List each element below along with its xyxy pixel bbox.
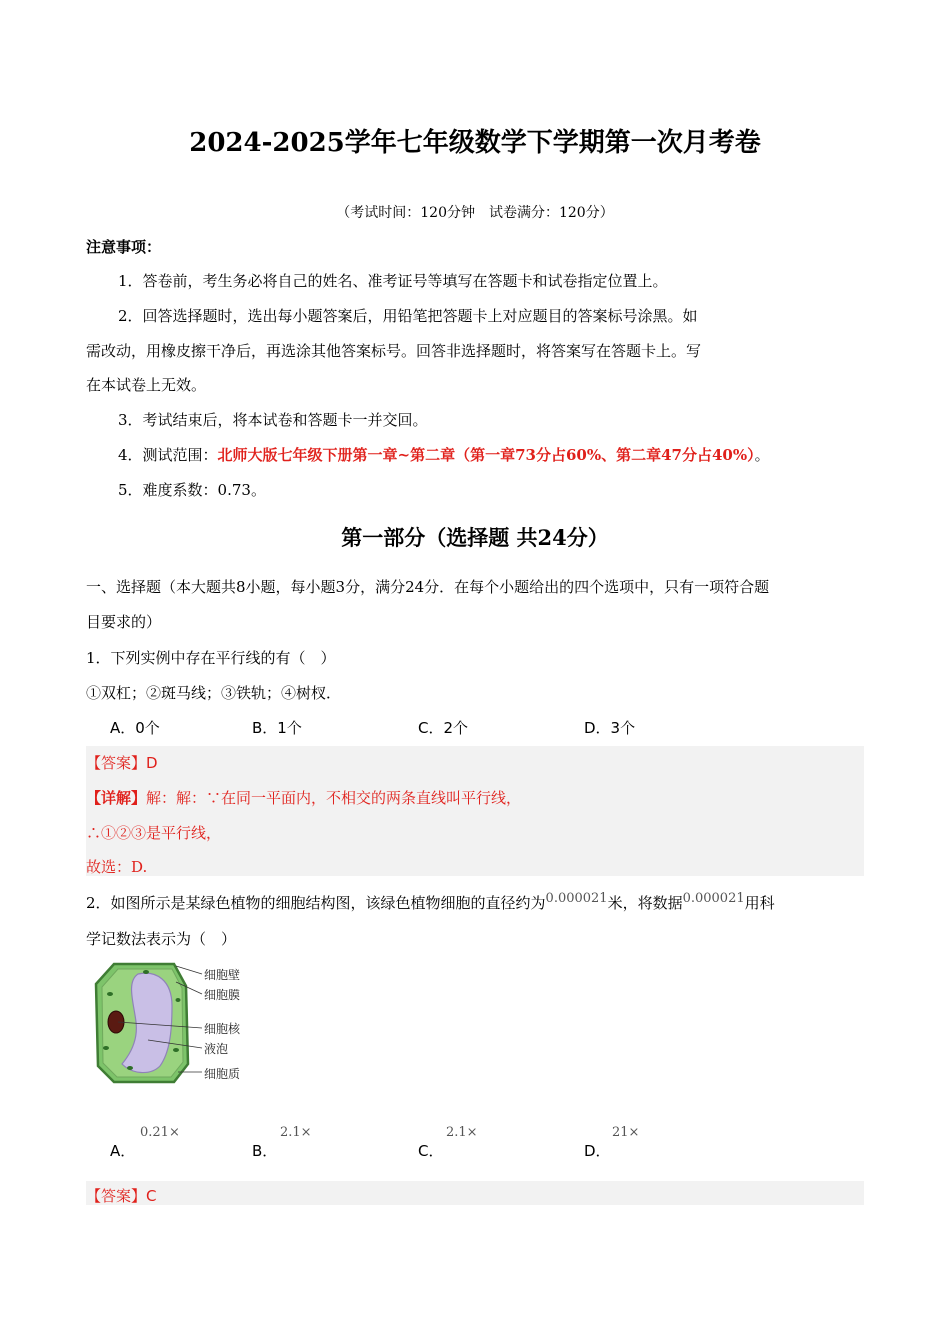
chloroplast (127, 1066, 133, 1070)
q1-option-c: C．2个 (418, 719, 469, 737)
q2-option-d-value: 21× (612, 1125, 640, 1140)
q1-explain (86, 787, 521, 808)
q1-answer-box (86, 746, 864, 876)
exam-meta: （考试时间：120分钟 试卷满分：120分） (336, 205, 614, 221)
q2-stem (86, 892, 775, 913)
q2-option-d-letter: D． (584, 1142, 611, 1160)
q2-number-1: 0.000021 (545, 891, 608, 906)
q2-option-c-letter: C． (418, 1142, 444, 1160)
notice-item-4-prefix: 4．测试范围： (118, 446, 218, 464)
notice-item-3: 3．考试结束后，将本试卷和答题卡一并交回。 (118, 411, 428, 429)
section-title: 第一部分（选择题 共24分） (341, 525, 609, 550)
part-intro: 一、选择题（本大题共8小题，每小题3分，满分24分．在每个小题给出的四个选项中，只有一项符合题 (86, 578, 770, 596)
q1-stem: 1．下列实例中存在平行线的有（ ） (86, 649, 336, 667)
notice-item-1: 1．答卷前，考生务必将自己的姓名、准考证号等填写在答题卡和试卷指定位置上。 (118, 272, 668, 290)
answer-value: C (146, 1187, 157, 1205)
notice-item-2: 2．回答选择题时，选出每小题答案后，用铅笔把答题卡上对应题目的答案标号涂黑。如 (118, 307, 698, 325)
notice-item-2-cont: 需改动，用橡皮擦干净后，再选涂其他答案标号。回答非选择题时，将答案写在答题卡上。写 (86, 342, 702, 360)
q2-stem-a: 2．如图所示是某绿色植物的细胞结构图，该绿色植物细胞的直径约为 (86, 894, 546, 912)
q1-option-a: A．0个 (110, 719, 160, 737)
q2-option-b-value: 2.1× (280, 1125, 312, 1140)
q1-option-b: B．1个 (252, 719, 302, 737)
label-vacuole: 液泡 (204, 1042, 229, 1056)
q2-option-c-value: 2.1× (446, 1125, 478, 1140)
notice-item-5: 5．难度系数：0.73。 (118, 481, 266, 499)
notice-heading: 注意事项： (86, 238, 162, 256)
q2-option-a-value: 0.21× (140, 1125, 180, 1140)
chloroplast (107, 992, 113, 996)
chloroplast (143, 970, 149, 974)
part-intro-cont: 目要求的） (86, 613, 162, 631)
q1-items: ①双杠；②斑马线；③铁轨；④树杈． (86, 684, 342, 702)
label-cell-membrane: 细胞膜 (204, 988, 241, 1002)
answer-label: 【答案】 (86, 1187, 147, 1205)
answer-label: 【答案】 (86, 754, 147, 772)
q1-explain-line-2: ∴①②③是平行线， (86, 824, 222, 842)
page-title: 2024-2025学年七年级数学下学期第一次月考卷 (189, 128, 761, 158)
explain-line-1: 解：解：∵在同一平面内，不相交的两条直线叫平行线， (146, 789, 522, 807)
q2-answer-box (86, 1181, 864, 1205)
q2-option-b-letter: B． (252, 1142, 278, 1160)
label-cell-wall: 细胞壁 (204, 968, 241, 982)
q2-stem-c: 用科 (744, 894, 775, 912)
chloroplast (176, 998, 181, 1002)
q2-stem-b: 米，将数据 (607, 894, 683, 912)
label-cytoplasm: 细胞质 (204, 1067, 241, 1081)
explain-label: 【详解】 (86, 789, 147, 807)
q1-option-d: D．3个 (584, 719, 636, 737)
chloroplast (173, 1048, 179, 1052)
q2-stem-line-2: 学记数法表示为（ ） (86, 930, 237, 948)
notice-item-4 (118, 444, 770, 465)
chloroplast (103, 1046, 109, 1050)
notice-item-2-end: 在本试卷上无效。 (86, 376, 207, 394)
notice-item-4-suffix: 。 (754, 446, 770, 464)
q1-answer (86, 752, 158, 773)
test-scope: 北师大版七年级下册第一章~第二章（第一章73分占60%、第二章47分占40%） (217, 446, 755, 464)
q1-explain-line-3: 故选：D. (86, 858, 148, 876)
label-nucleus: 细胞核 (204, 1022, 241, 1036)
q2-answer (86, 1185, 157, 1206)
q2-number-2: 0.000021 (682, 891, 745, 906)
q2-option-a-letter: A． (110, 1142, 136, 1160)
answer-value: D (146, 754, 158, 772)
